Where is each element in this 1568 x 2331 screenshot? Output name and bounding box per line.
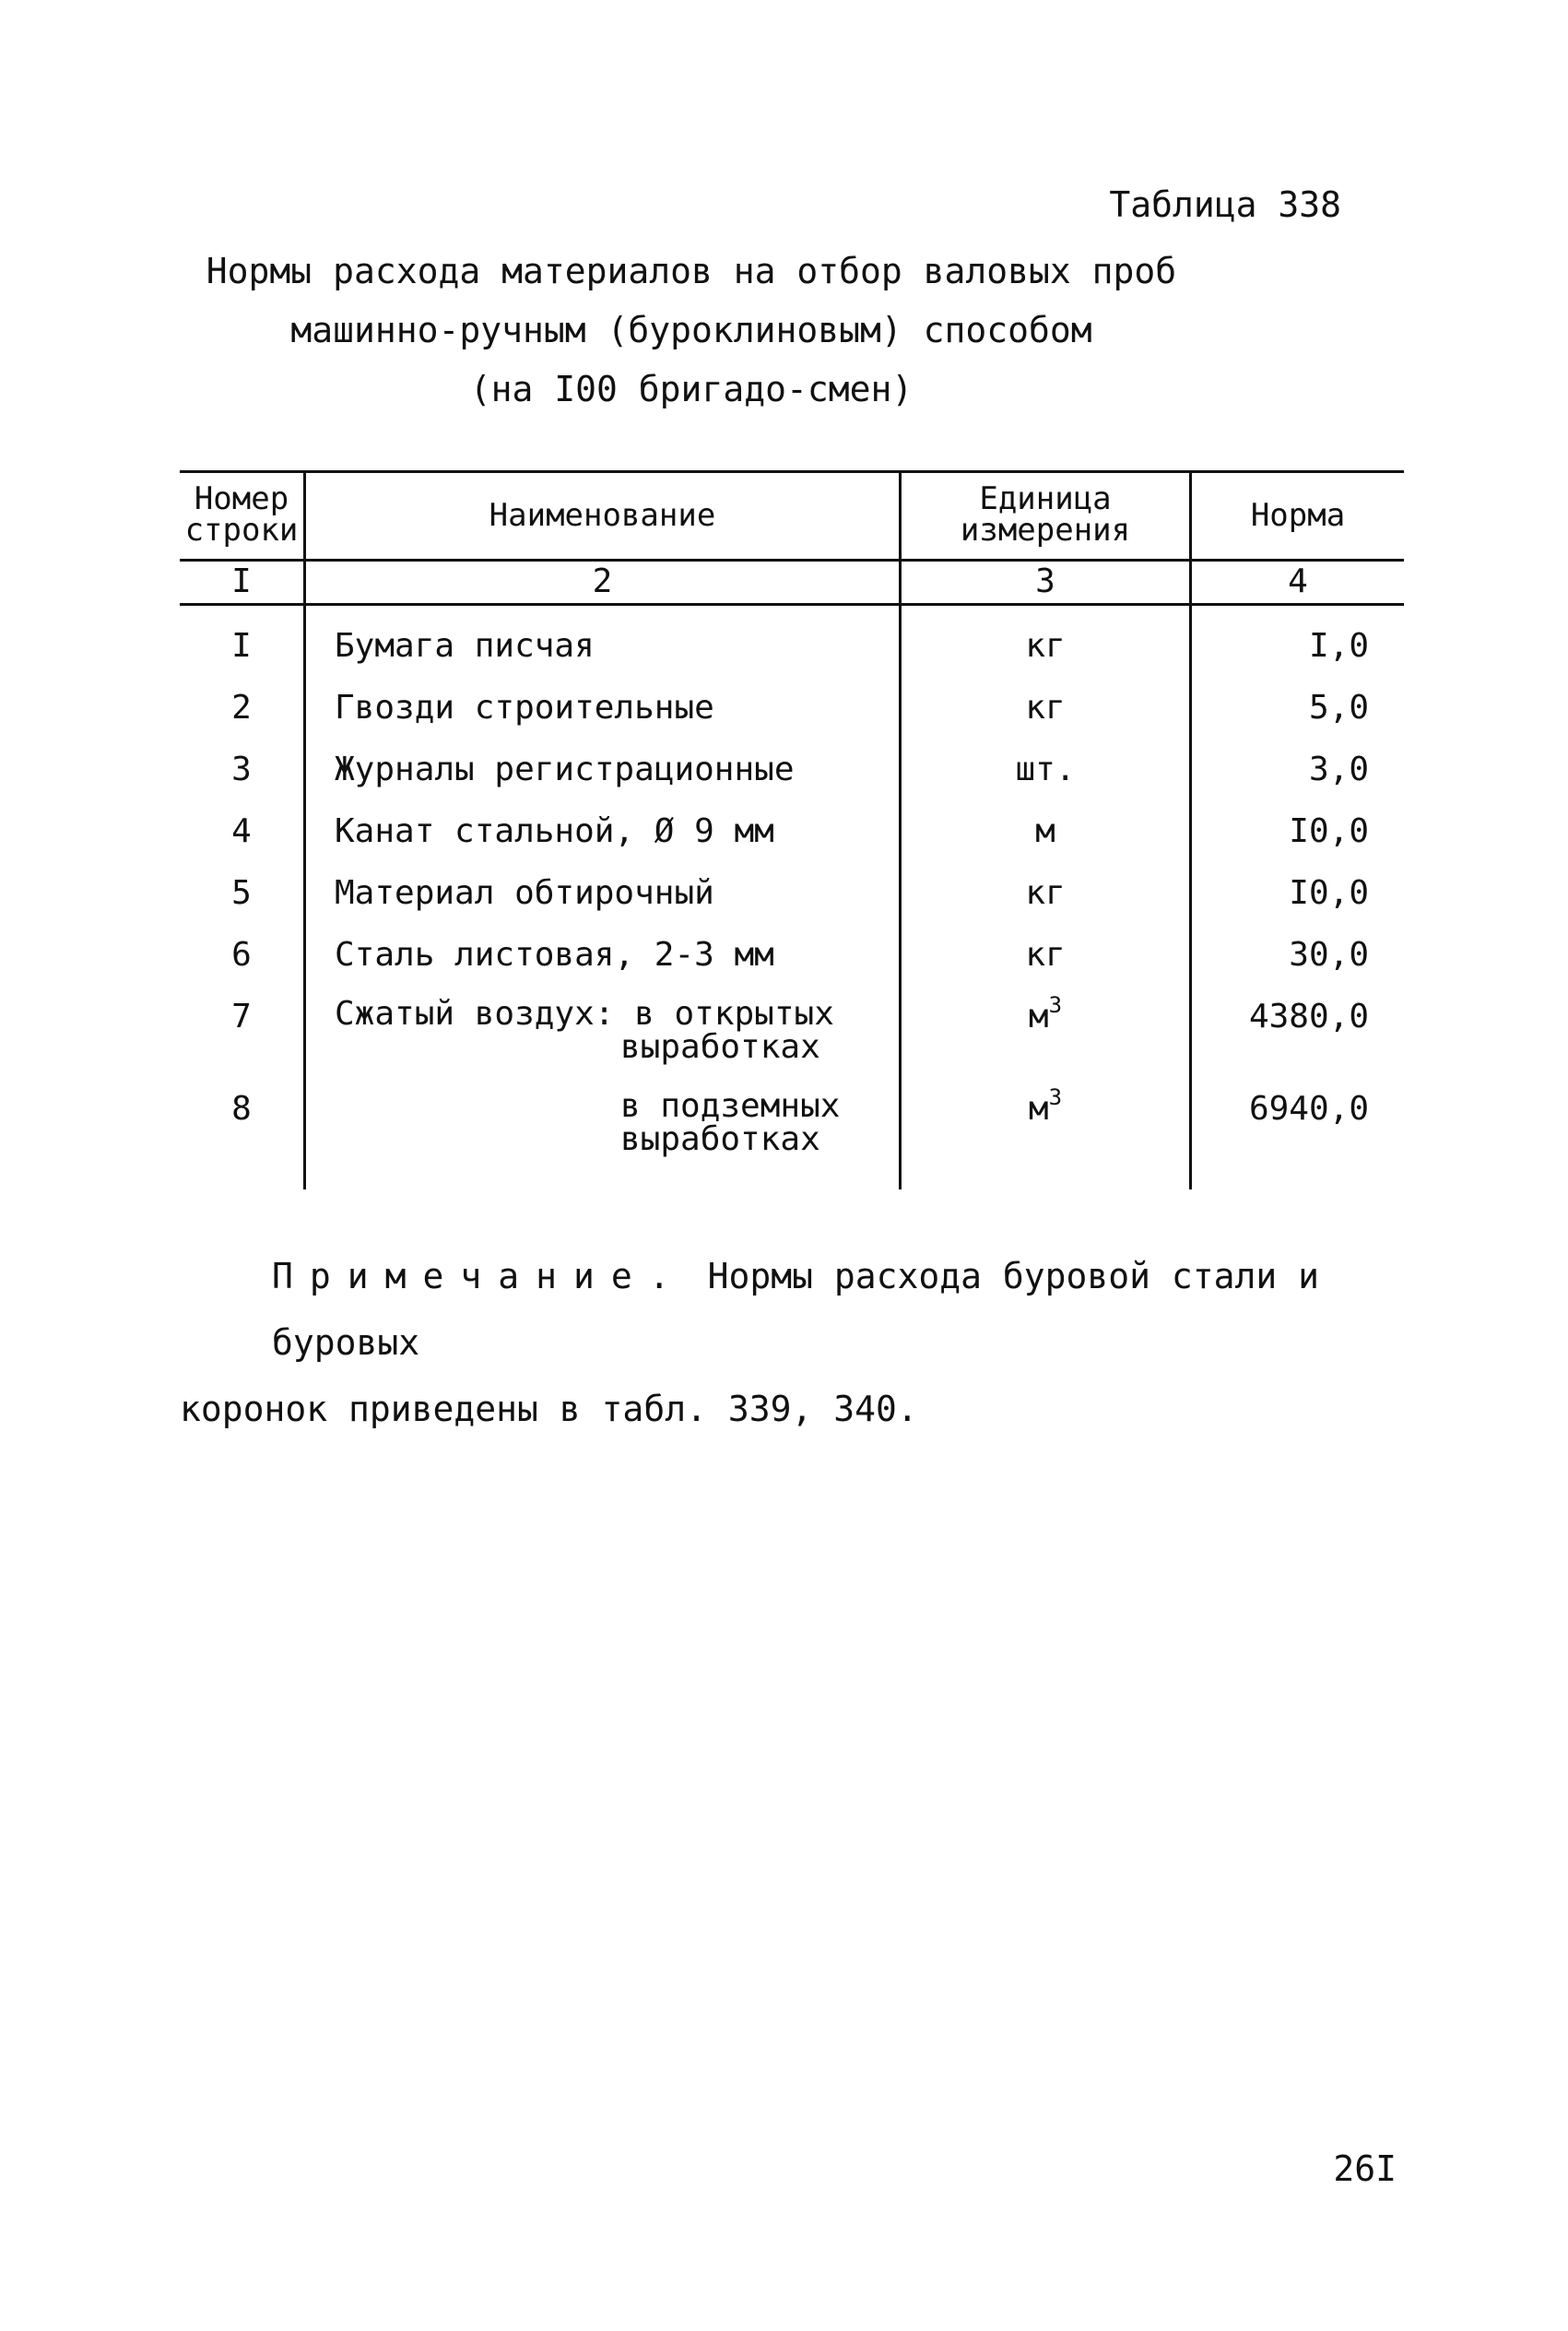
col-number-3: 3 [1035, 562, 1055, 600]
title-line-1: Нормы расхода материалов на отбор валовых проб [206, 251, 1177, 291]
page-number: 26I [1333, 2148, 1397, 2189]
col-number-1: I [231, 562, 252, 600]
table-top-rule [180, 470, 1404, 473]
note-text-line-2: коронок приведены в табл. 339, 340. [180, 1389, 918, 1429]
col-number-2: 2 [592, 562, 613, 600]
title-line-3: (на I00 бригадо-смен) [469, 369, 914, 409]
row-8-line-1: в подземных [620, 1087, 841, 1125]
title-line-2: машинно-ручным (буроклиновым) способом [290, 310, 1092, 350]
row-7-prefix: Сжатый воздух: [335, 995, 615, 1033]
col-numbers-rule [180, 603, 1404, 606]
norms-table: Номер строки Наименование Единица измерения Норма I 2 3 4 I Бумага писчая кг I,0 2 Гвозди строительные кг 5,0 3 Журналы регистрационные шт. 3,0 4 Канат стальной, Ø 9 мм м I0,0 5 Материал обтирочный кг I0,0 6 Сталь листовая, 2-3 мм кг 30,0 7 Сжатый воздух: в открытых выработках $м^3$ 4380,0 8 в подземных выработках $м^3$ 6940,0 [180, 470, 1404, 1189]
row-7-line-2: выработках [620, 1028, 820, 1066]
header-name: Наименование [489, 497, 716, 534]
table-label: Таблица 338 [1109, 184, 1341, 225]
table-title [184, 242, 1198, 419]
header-norm: Норма [1250, 497, 1346, 534]
row-8-line-2: выработках [620, 1120, 820, 1158]
note-label: Примечание. [272, 1256, 687, 1296]
row-7-line-1: в открытых [634, 995, 834, 1033]
header-unit: Единица измерения [960, 480, 1131, 549]
header-num: Номер строки [184, 480, 299, 549]
header-bottom-rule [180, 559, 1404, 562]
col-number-4: 4 [1288, 562, 1308, 600]
table-note [180, 1243, 1406, 1442]
note-text-line-1: Нормы расхода буровой стали и буровых [272, 1256, 1320, 1363]
